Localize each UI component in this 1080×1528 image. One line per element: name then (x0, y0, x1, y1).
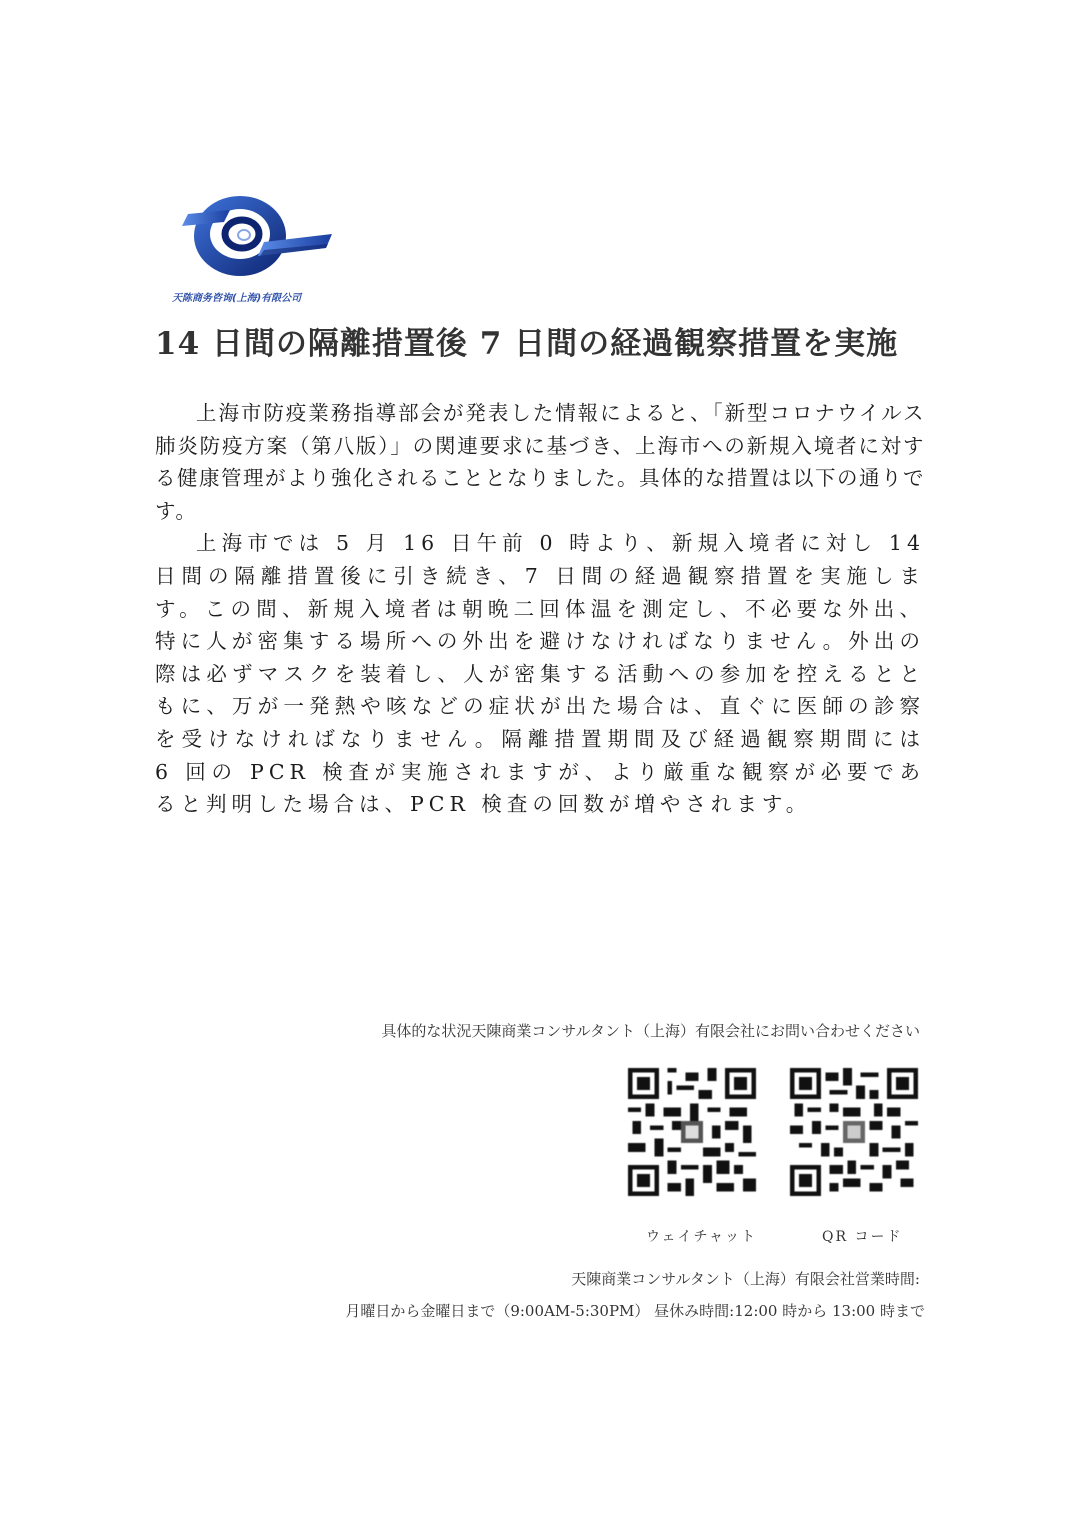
qr-code-label: QR コード (822, 1229, 903, 1245)
logo-company-name: 天陈商务咨询(上海)有限公司 (172, 293, 302, 304)
body-content (155, 397, 925, 821)
company-logo (168, 188, 348, 306)
logo-icon (168, 188, 348, 298)
qr-code[interactable] (790, 1068, 918, 1196)
page-title: 14 日間の隔離措置後 7 日間の経過観察措置を実施 (155, 326, 899, 362)
paragraph-intro: 上海市防疫業務指導部会が発表した情報によると、「新型コロナウイルス肺炎防疫方案（第八版）」の関連要求に基づき、上海市への新規入境者に対する健康管理がより強化されることとなりました。具体的な措置は以下の通りです。 (155, 401, 925, 523)
qr-code-icon (790, 1068, 918, 1196)
wechat-qr-code[interactable] (628, 1068, 756, 1196)
qr-code-icon (628, 1068, 756, 1196)
wechat-label: ウェイチャット (646, 1229, 758, 1245)
inquiry-line: 具体的な状況天陳商業コンサルタント（上海）有限会社にお問い合わせください (381, 1022, 920, 1040)
business-hours-title: 天陳商業コンサルタント（上海）有限会社営業時間: (571, 1270, 920, 1288)
paragraph-measures: 上海市では 5 月 16 日午前 0 時より、新規入境者に対し 14 日間の隔離措置後に引き続き、7 日間の経過観察措置を実施します。この間、新規入境者は朝晩二回体温を測定し、不必要な外出、特に人が密集する場所への外出を避けなければなりません。外出の際は必ずマスクを装着し、人が密集する活動への参加を控えるとともに、万が一発熱や咳などの症状が出た場合は、直ぐに医師の診察を受けなければなりません。隔離措置期間及び経過観察期間には 6 回の PCR 検査が実施されますが、より厳重な観察が必要であると判明した場合は、PCR 検査の回数が増やされます。 (155, 531, 925, 817)
business-hours-detail: 月曜日から金曜日まで（9:00AM-5:30PM） 昼休み時間:12:00 時から 13:00 時まで (345, 1302, 925, 1320)
